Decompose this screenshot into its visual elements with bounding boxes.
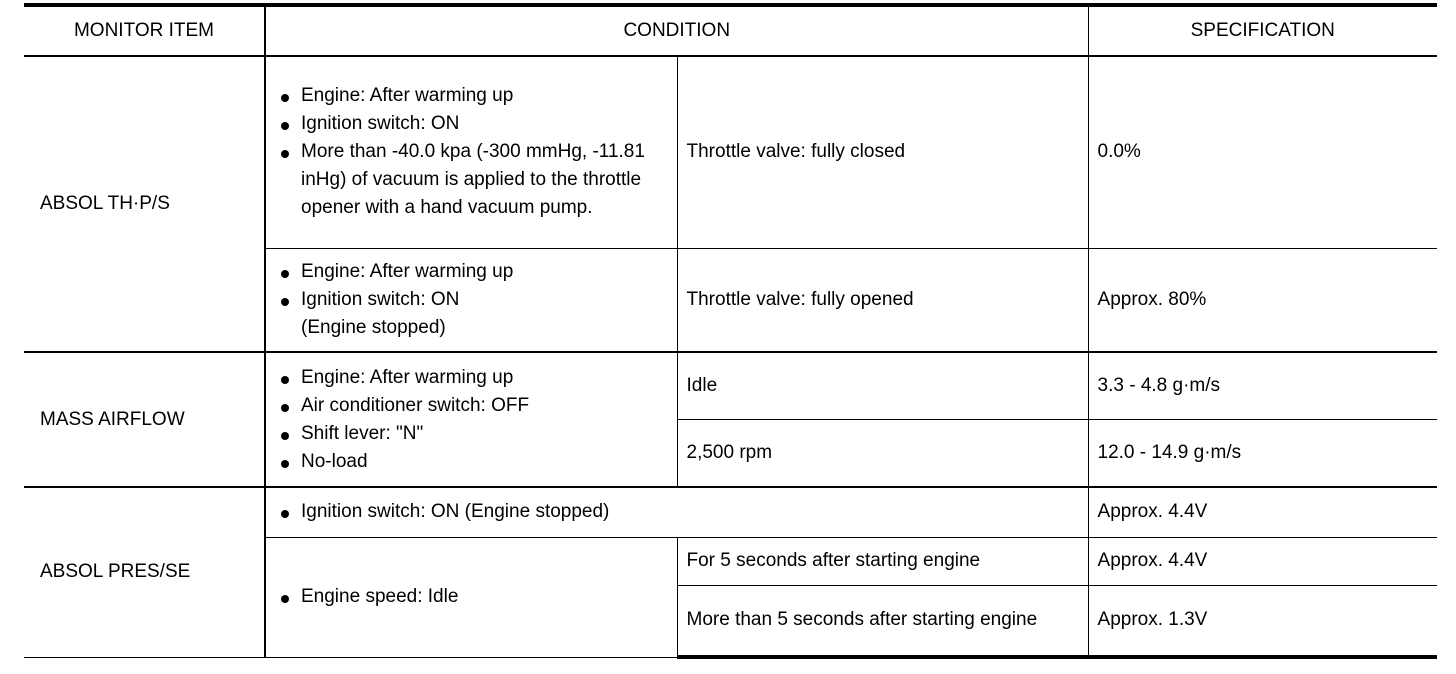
bullet-list xyxy=(275,583,668,611)
table-row xyxy=(24,487,1437,537)
list-item: Air conditioner switch: OFF xyxy=(275,392,668,420)
condition-cell: Idle xyxy=(677,352,1088,419)
table-row xyxy=(24,352,1437,419)
list-item: Shift lever: "N" xyxy=(275,420,668,448)
condition-note: (Engine stopped) xyxy=(301,316,446,338)
list-item: Engine: After warming up xyxy=(275,258,668,286)
spec-cell: Approx. 4.4V xyxy=(1088,537,1437,585)
list-item: Engine speed: Idle xyxy=(275,583,668,611)
condition-cell: Throttle valve: fully opened xyxy=(677,248,1088,352)
bullet-list xyxy=(275,258,668,314)
header-monitor-item: MONITOR ITEM xyxy=(24,5,265,56)
header-condition: CONDITION xyxy=(265,5,1088,56)
spec-cell: Approx. 4.4V xyxy=(1088,487,1437,537)
condition-bullets-cell xyxy=(265,537,677,657)
header-specification: SPECIFICATION xyxy=(1088,5,1437,56)
spec-cell: 3.3 - 4.8 g·m/s xyxy=(1088,352,1437,419)
list-item: Engine: After warming up xyxy=(275,82,668,110)
table-row xyxy=(24,56,1437,248)
monitor-spec-table xyxy=(24,3,1437,659)
list-item: Ignition switch: ON xyxy=(275,286,668,314)
list-item: Ignition switch: ON xyxy=(275,110,668,138)
list-item: Engine: After warming up xyxy=(275,364,668,392)
list-item: No-load xyxy=(275,448,668,476)
condition-cell: For 5 seconds after starting engine xyxy=(677,537,1088,585)
condition-cell: More than 5 seconds after starting engine xyxy=(677,585,1088,657)
condition-bullets-cell xyxy=(265,56,677,248)
monitor-item-mass-airflow: MASS AIRFLOW xyxy=(24,352,265,487)
bullet-list xyxy=(275,364,668,476)
condition-bullets-cell xyxy=(265,352,677,487)
condition-cell: Throttle valve: fully closed xyxy=(677,56,1088,248)
spec-cell: Approx. 80% xyxy=(1088,248,1437,352)
monitor-item-absol-thps: ABSOL TH·P/S xyxy=(24,56,265,352)
bullet-list xyxy=(275,498,1079,526)
spec-cell: 0.0% xyxy=(1088,56,1437,248)
condition-cell: 2,500 rpm xyxy=(677,419,1088,487)
monitor-item-absol-presse: ABSOL PRES/SE xyxy=(24,487,265,657)
list-item: More than -40.0 kpa (-300 mmHg, -11.81 inHg) of vacuum is applied to the throttle opener with a hand vacuum pump. xyxy=(275,138,668,222)
list-item: Ignition switch: ON (Engine stopped) xyxy=(275,498,1079,526)
condition-bullets-cell xyxy=(265,487,1088,537)
condition-bullets-cell xyxy=(265,248,677,352)
spec-cell: 12.0 - 14.9 g·m/s xyxy=(1088,419,1437,487)
header-row xyxy=(24,5,1437,56)
bullet-list xyxy=(275,82,668,222)
spec-cell: Approx. 1.3V xyxy=(1088,585,1437,657)
